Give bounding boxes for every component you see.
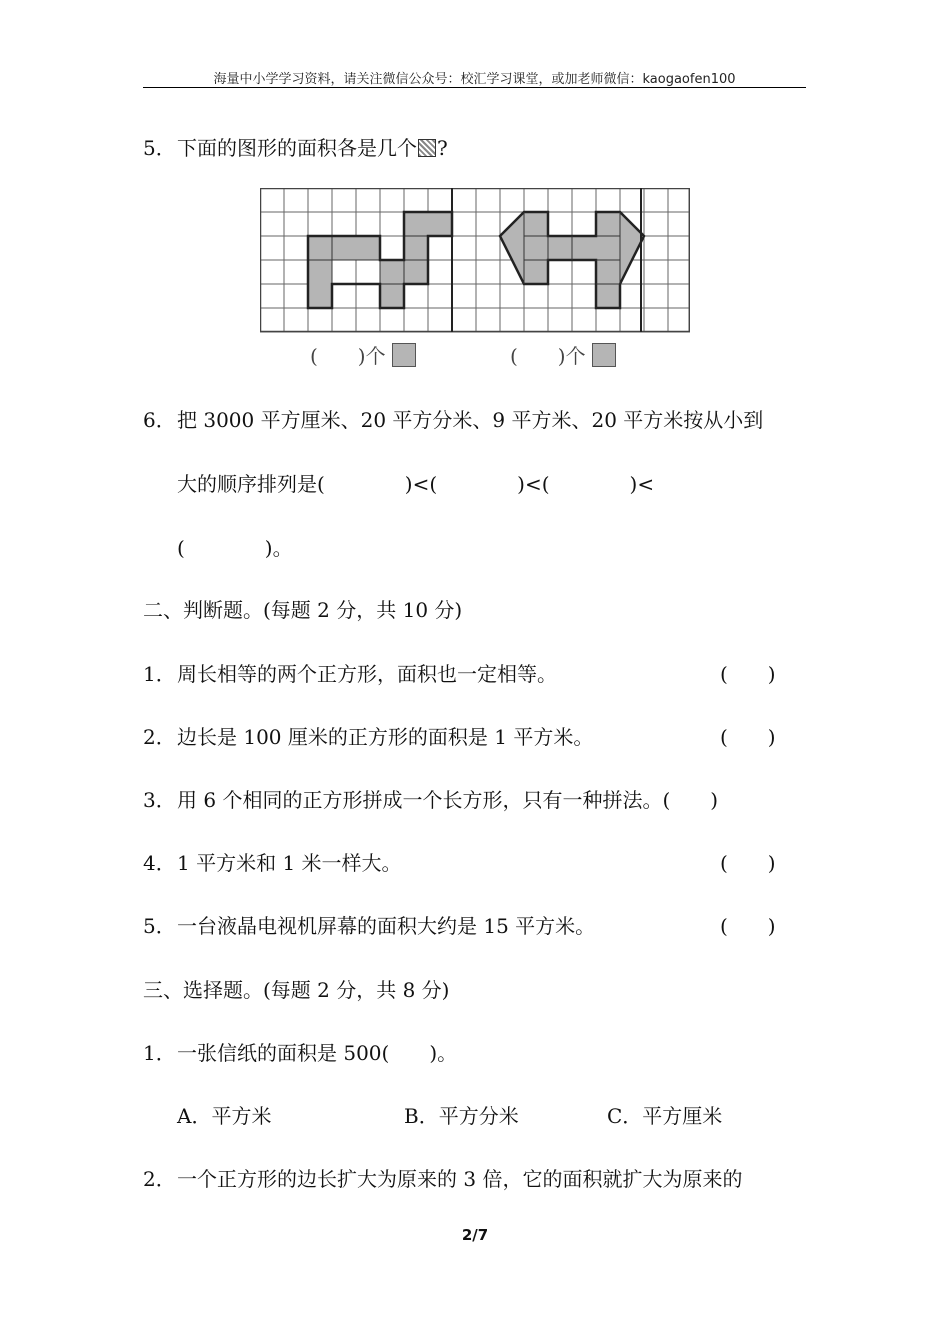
judge-blank-1[interactable]: ( ) — [720, 662, 776, 686]
option-b[interactable]: B．平方分米 — [404, 1104, 519, 1128]
judge-blank-4[interactable]: ( ) — [720, 851, 776, 875]
item-text: 边长是 100 厘米的正方形的面积是 1 平方米。 — [177, 725, 594, 749]
option-c[interactable]: C．平方厘米 — [607, 1104, 723, 1128]
question-end: ? — [437, 136, 448, 160]
question-6-line-1 — [143, 406, 763, 434]
judge-blank-2[interactable]: ( ) — [720, 725, 776, 749]
header-rule — [143, 87, 806, 88]
answer-right — [510, 342, 616, 370]
item-number: 1． — [143, 662, 176, 686]
question-number: 5． — [143, 136, 176, 160]
page-number: 2/7 — [461, 1226, 489, 1244]
section-3-title: 三、选择题。(每题 2 分，共 8 分) — [143, 978, 450, 1002]
item-text: 一个正方形的边长扩大为原来的 3 倍，它的面积就扩大为原来的 — [177, 1167, 743, 1191]
item-number: 1． — [143, 1041, 176, 1065]
item-number: 2． — [143, 1167, 176, 1191]
question-6-line-2[interactable]: 大的顺序排列是( )<( )<( )< — [177, 472, 655, 496]
answer-blank-left[interactable]: ( )个 — [310, 344, 386, 368]
unit-square-icon — [592, 343, 616, 367]
judge-item-2 — [143, 723, 593, 751]
answer-left — [310, 342, 416, 370]
question-number: 6． — [143, 408, 176, 432]
page-header: 海量中小学学习资料，请关注微信公众号：校汇学习课堂，或加老师微信：kaogaofen100 — [213, 72, 736, 87]
choice-question-2 — [143, 1165, 742, 1193]
item-number: 5． — [143, 914, 176, 938]
item-text: 一台液晶电视机屏幕的面积大约是 15 平方米。 — [177, 914, 596, 938]
question-6-line-3[interactable]: ( )。 — [177, 536, 293, 560]
option-a[interactable]: A．平方米 — [177, 1104, 272, 1128]
unit-square-icon — [418, 139, 436, 157]
item-text: 周长相等的两个正方形，面积也一定相等。 — [177, 662, 557, 686]
section-2-title: 二、判断题。(每题 2 分，共 10 分) — [143, 598, 463, 622]
item-number: 3． — [143, 788, 176, 812]
unit-square-icon — [392, 343, 416, 367]
item-text: 1 平方米和 1 米一样大。 — [177, 851, 402, 875]
question-text: 下面的图形的面积各是几个 — [177, 136, 417, 160]
item-text[interactable]: 一张信纸的面积是 500( )。 — [177, 1041, 458, 1065]
judge-item-3 — [143, 786, 718, 814]
answer-blank-right[interactable]: ( )个 — [510, 344, 586, 368]
item-text[interactable]: 用 6 个相同的正方形拼成一个长方形，只有一种拼法。( ) — [177, 788, 719, 812]
judge-item-4 — [143, 849, 402, 877]
choice-question-1 — [143, 1039, 457, 1067]
judge-item-1 — [143, 660, 557, 688]
item-number: 2． — [143, 725, 176, 749]
area-grid-figure — [260, 188, 690, 338]
question-text: 把 3000 平方厘米、20 平方分米、9 平方米、20 平方米按从小到 — [177, 408, 764, 432]
judge-blank-5[interactable]: ( ) — [720, 914, 776, 938]
grid-svg — [260, 188, 690, 334]
judge-item-5 — [143, 912, 595, 940]
question-5 — [143, 134, 448, 162]
item-number: 4． — [143, 851, 176, 875]
